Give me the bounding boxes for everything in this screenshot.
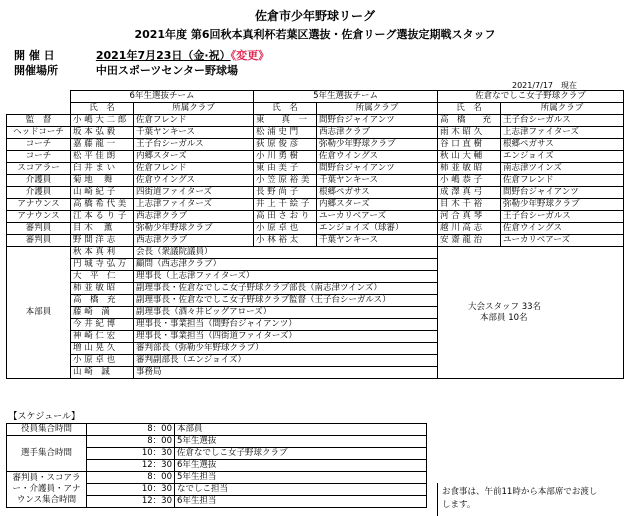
staff-name: 嘉 藤 龍 一 [71, 139, 134, 151]
staff-club: 西志津クラブ [134, 235, 254, 247]
staff-name: 小 嶋 恭 子 [438, 175, 501, 187]
staff-name: 荻 原 俊 彦 [254, 139, 317, 151]
staff-role: コーチ [7, 139, 71, 151]
staff-name: 長 野 尚 子 [254, 187, 317, 199]
staff-name: 松 平 佳 朗 [71, 151, 134, 163]
event-venue-value: 中田スポーツセンター野球場 [95, 64, 238, 77]
staff-club: 佐倉フレンド [501, 175, 624, 187]
staff-club: 内郷スターズ [317, 199, 438, 211]
staff-name: 小 川 勇 樹 [254, 151, 317, 163]
staff-name: 井 上 千 絵 子 [254, 199, 317, 211]
staff-row [7, 139, 624, 151]
honbu-name: 神 崎 仁 宏 [71, 331, 134, 343]
event-date-label: 開 催 日 [14, 49, 55, 62]
as-of-date: 2021/7/17 現在 [512, 81, 578, 90]
col-name: 氏 名 [438, 103, 501, 115]
staff-name: 雨 木 昭 久 [438, 127, 501, 139]
event-date-value: 2021年7月23日（金·祝） [95, 49, 231, 62]
schedule-table [6, 412, 598, 510]
staff-name: 河 合 真 琴 [438, 211, 501, 223]
staff-role: 介護員 [7, 175, 71, 187]
officers-row [7, 424, 427, 436]
staff-club: 西志津クラブ [134, 211, 254, 223]
staff-club: エンジョイズ [501, 151, 624, 163]
column-header-row [7, 103, 624, 115]
staff-times-label: 審判員・スコアラー・介護員・アナウンス集合時間 [7, 472, 87, 508]
event-date-change: 《変更》 [230, 49, 270, 62]
col-club: 所属クラブ [134, 103, 254, 115]
staff-club: 佐倉フレンド [134, 115, 254, 127]
players-row [7, 436, 427, 448]
staff-name: 成 澤 真 弓 [438, 187, 501, 199]
staff-name: 小 笠 原 裕 美 [254, 175, 317, 187]
col-club: 所属クラブ [501, 103, 624, 115]
staff-club: エンジョイズ（球審） [317, 223, 438, 235]
staff-table [6, 90, 624, 379]
staff-role: 審判員 [7, 223, 71, 235]
staff-club: 佐倉フレンド [134, 163, 254, 175]
staff-role: 介護員 [7, 187, 71, 199]
staff-name: 目 木 千 裕 [438, 199, 501, 211]
staff-club: 佐倉ウイングス [501, 223, 624, 235]
total-staff-count: 大会スタッフ 33名 [468, 301, 542, 312]
staff-name: 安 齋 龍 治 [438, 235, 501, 247]
honbu-name: 秋 本 真 利 [71, 247, 134, 259]
staff-name: 高 橋 充 [438, 115, 501, 127]
staff-role: ヘッドコーチ [7, 127, 71, 139]
staff-role: 審判員 [7, 235, 71, 247]
staff-club: 弥勒少年野球クラブ [317, 139, 438, 151]
honbu-name: 今 井 紀 博 [71, 319, 134, 331]
honbu-role: 審判部長（弥勒少年野球クラブ） [134, 343, 438, 355]
honbu-role: 事務局 [134, 367, 438, 379]
staff-role: アナウンス [7, 199, 71, 211]
staff-row [7, 151, 624, 163]
players-time: 8：00 [87, 436, 175, 448]
page-title: 佐倉市少年野球リーグ [254, 9, 375, 23]
honbu-label: 本部員 [7, 247, 71, 379]
staff-role: 監 督 [7, 115, 71, 127]
honbu-role: 副理事長（酒々井ビッグアローズ） [134, 307, 438, 319]
staff-club: 間野台ジャイアンツ [317, 163, 438, 175]
staff-club: 千葉ヤンキース [317, 235, 438, 247]
page-subtitle: 2021年度 第6回秋本真利杯若葉区選抜・佐倉リーグ選抜定期戦スタッフ [134, 28, 496, 41]
total-honbu-count: 本部員 10名 [480, 312, 528, 323]
staff-name: 松 浦 史 門 [254, 127, 317, 139]
staff-club: 上志津ファイターズ [501, 127, 624, 139]
staff-name: 菊 地 舞 [71, 175, 134, 187]
honbu-name: 大 平 仁 [71, 271, 134, 283]
event-date-row [14, 47, 269, 63]
staff-name: 東 真 一 [254, 115, 317, 127]
staff-club: 弥勒少年野球クラブ [501, 199, 624, 211]
honbu-name: 藤 崎 満 [71, 307, 134, 319]
staff-name: 臼 井 ま い [71, 163, 134, 175]
staff-name: 坂 本 弘 毅 [71, 127, 134, 139]
staff-club: ユーカリベアーズ [501, 235, 624, 247]
staff-club: ユーカリベアーズ [317, 211, 438, 223]
staff-name: 越 川 高 志 [438, 223, 501, 235]
col-club: 所属クラブ [317, 103, 438, 115]
event-venue-row [14, 62, 238, 78]
staff-time-desc: なでしこ担当 [177, 484, 229, 494]
staff-time-desc: 5年生担当 [177, 472, 217, 482]
honbu-name: 山 崎 誠 [71, 367, 134, 379]
staff-club: 王子台シーガルス [501, 115, 624, 127]
staff-club: 西志津クラブ [317, 127, 438, 139]
players-desc: 6年生選抜 [175, 460, 427, 472]
honbu-name: 高 橋 充 [71, 295, 134, 307]
schedule-title-row [7, 412, 427, 424]
players-desc: 5年生選抜 [175, 436, 427, 448]
meal-note: お食事は、午前11時から本部席でお渡しします。 [437, 483, 602, 516]
honbu-role: 副理事長・佐倉なでしこ女子野球クラブ部長（南志津ツインズ） [134, 283, 438, 295]
staff-row [7, 235, 624, 247]
honbu-totals [438, 247, 624, 379]
staff-name: 野 間 洋 志 [71, 235, 134, 247]
staff-name: 高 橋 希 代 美 [71, 199, 134, 211]
staff-name: 東 由 美 子 [254, 163, 317, 175]
honbu-role: 会長（衆議院議員） [134, 247, 438, 259]
col-name: 氏 名 [254, 103, 317, 115]
players-desc: 佐倉なでしこ女子野球クラブ [175, 448, 427, 460]
staff-club: 根郷ペガサス [501, 139, 624, 151]
staff-name: 小 嶋 大 二 郎 [71, 115, 134, 127]
team-5-header: 5年生選抜チーム [254, 91, 438, 103]
staff-club: 千葉ヤンキース [317, 175, 438, 187]
staff-row [7, 115, 624, 127]
schedule-title: 【スケジュール】 [8, 412, 80, 422]
staff-club: 内郷スターズ [134, 151, 254, 163]
staff-role: スコアラー [7, 163, 71, 175]
staff-row [7, 223, 624, 235]
officers-desc: 本部員 [175, 424, 427, 436]
honbu-role: 顧問（西志津クラブ） [134, 259, 438, 271]
staff-club: 弥勒少年野球クラブ [134, 223, 254, 235]
staff-name: 小 林 裕 太 [254, 235, 317, 247]
honbu-name: 小 原 卓 也 [71, 355, 134, 367]
staff-club: 佐倉ウイングス [134, 175, 254, 187]
staff-name: 谷 口 直 樹 [438, 139, 501, 151]
staff-role: アナウンス [7, 211, 71, 223]
honbu-name: 柿 並 敏 昭 [71, 283, 134, 295]
honbu-name: 増 山 晃 久 [71, 343, 134, 355]
officers-label: 役員集合時間 [7, 424, 87, 436]
event-venue-label: 開催場所 [14, 64, 58, 77]
staff-time: 10：30 [87, 484, 175, 496]
staff-time-row [7, 472, 427, 484]
staff-name: 目 木 薫 [71, 223, 134, 235]
staff-name: 秋 山 大 輔 [438, 151, 501, 163]
staff-name: 柿 並 敏 昭 [438, 163, 501, 175]
team-header-row [7, 91, 624, 103]
staff-role: コーチ [7, 151, 71, 163]
col-name: 氏 名 [71, 103, 134, 115]
staff-time-desc: 6年生担当 [177, 496, 217, 506]
team-6-header: 6年生選抜チーム [71, 91, 254, 103]
players-time: 10：30 [87, 448, 175, 460]
players-label: 選手集合時間 [7, 436, 87, 472]
staff-club: 千葉ヤンキース [134, 127, 254, 139]
staff-row [7, 127, 624, 139]
staff-row [7, 199, 624, 211]
staff-club: 間野台ジャイアンツ [317, 115, 438, 127]
staff-name: 高 田 さ お り [254, 211, 317, 223]
players-time: 12：30 [87, 460, 175, 472]
staff-row [7, 163, 624, 175]
staff-club: 間野台ジャイアンツ [501, 187, 624, 199]
staff-club: 南志津ツインズ [501, 163, 624, 175]
honbu-role: 審判副部長（エンジョイズ） [134, 355, 438, 367]
staff-row [7, 211, 624, 223]
staff-time: 8：00 [87, 472, 175, 484]
honbu-role: 理事長・事業担当（間野台ジャイアンツ） [134, 319, 438, 331]
honbu-role: 副理事長・佐倉なでしこ女子野球クラブ監督（王子台シーガルス） [134, 295, 438, 307]
staff-club: 上志津ファイターズ [134, 199, 254, 211]
honbu-role: 理事長（上志津ファイターズ） [134, 271, 438, 283]
staff-club: 王子台シーガルス [501, 211, 624, 223]
staff-club: 四街道ファイターズ [134, 187, 254, 199]
staff-name: 江 本 る り 子 [71, 211, 134, 223]
honbu-name: 円 城 寺 弘 万 [71, 259, 134, 271]
staff-row [7, 187, 624, 199]
staff-name: 小 原 卓 也 [254, 223, 317, 235]
team-girls-header: 佐倉なでしこ女子野球クラブ [438, 91, 624, 103]
staff-club: 根郷ペガサス [317, 187, 438, 199]
officers-time: 8：00 [87, 424, 175, 436]
staff-name: 山 崎 紀 子 [71, 187, 134, 199]
staff-time: 12：30 [87, 496, 175, 508]
staff-row [7, 175, 624, 187]
staff-club: 佐倉ウイングス [317, 151, 438, 163]
staff-club: 王子台シーガルス [134, 139, 254, 151]
honbu-role: 理事長・事業担当（四街道ファイターズ） [134, 331, 438, 343]
honbu-row [7, 247, 624, 259]
